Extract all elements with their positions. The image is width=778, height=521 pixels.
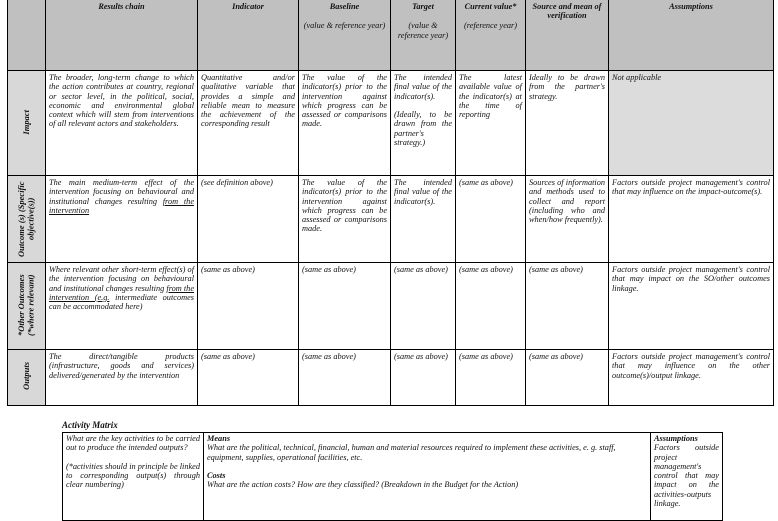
header-current	[456, 0, 526, 71]
results-underlined: from the intervention	[49, 196, 195, 215]
activity-matrix-title: Activity Matrix	[62, 420, 118, 430]
table-row	[8, 71, 774, 176]
baseline-cell: (same as above)	[299, 263, 391, 350]
assumptions-cell: Factors outside project management's control that may impact on the SO/other outcomes linkage.	[609, 263, 774, 350]
means-costs-cell	[204, 433, 651, 521]
row-label	[8, 263, 46, 350]
source-cell: (same as above)	[526, 263, 609, 350]
corner-cell	[8, 0, 46, 71]
row-label-text: Impact	[20, 109, 31, 135]
results-cell	[46, 263, 198, 350]
header-target	[391, 0, 456, 71]
header-assumptions: Assumptions	[609, 0, 774, 71]
source-cell: Sources of information and methods used to collect and report (including who and when/how frequently).	[526, 176, 609, 263]
baseline-label: Baseline	[329, 2, 360, 11]
header-baseline	[299, 0, 391, 71]
activities-question: What are the key activities to be carried out to produce the intended outputs?	[66, 434, 200, 453]
row-label	[8, 350, 46, 406]
results-text: Where relevant other short-term effect(s) of the intervention focusing on behavioural and institutional changes resulting	[49, 265, 194, 293]
target-label: Target	[412, 2, 434, 11]
results-cell: The broader, long-term change to which the action contributes at country, regional or sector level, in the political, social, economic and environmental global context which will stem from interventions of all relevant actors and stakeholders.	[46, 71, 198, 176]
source-cell: (same as above)	[526, 350, 609, 406]
results-end: intermediate outcomes can be accommodated here)	[49, 292, 194, 312]
target-note: (Ideally, to be drawn from the partner's strategy.)	[394, 110, 452, 147]
header-indicator: Indicator	[198, 0, 299, 71]
table-row	[63, 433, 723, 521]
assumptions-cell: Factors outside project management's control that may influence on the other outcome(s)/output linkage.	[609, 350, 774, 406]
table-row	[8, 263, 774, 350]
target-cell	[391, 71, 456, 176]
results-underlined: from the intervention (e.g.	[49, 283, 195, 302]
current-cell: (same as above)	[456, 263, 526, 350]
indicator-cell: (same as above)	[198, 263, 299, 350]
costs-heading: Costs	[207, 471, 226, 481]
row-label-text: Outcome (s) (Specific objective(s))	[15, 181, 36, 257]
baseline-cell: The value of the indicator(s) prior to the intervention against which progress can be assessed or comparisons made.	[299, 71, 391, 176]
means-text: What are the political, technical, financial, human and material resources required to implement these activities, e. g. staff, equipment, supplies, operational facilities, etc.	[207, 443, 616, 462]
target-cell: (same as above)	[391, 263, 456, 350]
assumptions-cell	[651, 433, 723, 521]
table-row	[8, 176, 774, 263]
target-cell: The intended final value of the indicator(s).	[391, 176, 456, 263]
row-label-text: *Other Outcomes (*where relevant)	[15, 274, 36, 336]
header-source: Source and mean of verification	[526, 0, 609, 71]
results-text: The main medium-term effect of the intervention focusing on behavioural and institutional changes resulting	[49, 178, 194, 206]
activity-matrix-table	[62, 432, 723, 521]
current-label: Current value*	[464, 2, 517, 11]
baseline-sub: (value & reference year)	[303, 21, 386, 31]
logframe-table	[7, 0, 774, 406]
results-cell	[46, 176, 198, 263]
indicator-cell: (see definition above)	[198, 176, 299, 263]
target-text: The intended final value of the indicator(s).	[394, 73, 452, 101]
current-cell: (same as above)	[456, 176, 526, 263]
target-cell: (same as above)	[391, 350, 456, 406]
current-cell: The latest available value of the indicator(s) at the time of reporting	[456, 71, 526, 176]
source-cell: Ideally to be drawn from the partner's strategy.	[526, 71, 609, 176]
table-row	[8, 350, 774, 406]
indicator-cell: (same as above)	[198, 350, 299, 406]
activities-cell	[63, 433, 204, 521]
current-sub: (reference year)	[463, 21, 518, 31]
baseline-cell: (same as above)	[299, 350, 391, 406]
header-row	[8, 0, 774, 71]
means-heading: Means	[207, 434, 231, 443]
assumptions-heading: Assumptions	[654, 434, 698, 443]
current-cell: (same as above)	[456, 350, 526, 406]
assumptions-cell: Factors outside project management's control that may influence on the impact-outcome(s).	[609, 176, 774, 263]
row-label-text: Outputs	[20, 362, 31, 391]
target-sub: (value & reference year)	[397, 21, 449, 40]
row-label	[8, 176, 46, 263]
row-label	[8, 71, 46, 176]
header-results: Results chain	[46, 0, 198, 71]
costs-text: What are the action costs? How are they classified? (Breakdown in the Budget for the Action)	[207, 480, 519, 490]
assumptions-text: Factors outside project management's control that may impact on the activities-outputs linkage.	[654, 443, 719, 508]
activities-note: (*activities should in principle be linked to corresponding output(s) through clear numbering)	[66, 461, 200, 490]
indicator-cell: Quantitative and/or qualitative variable that provides a simple and reliable mean to measure the achievement of the corresponding result	[198, 71, 299, 176]
assumptions-cell: Not applicable	[609, 71, 774, 176]
baseline-cell: The value of the indicator(s) prior to the intervention against which progress can be assessed or comparisons made.	[299, 176, 391, 263]
results-cell: The direct/tangible products (infrastructure, goods and services) delivered/generated by the intervention	[46, 350, 198, 406]
